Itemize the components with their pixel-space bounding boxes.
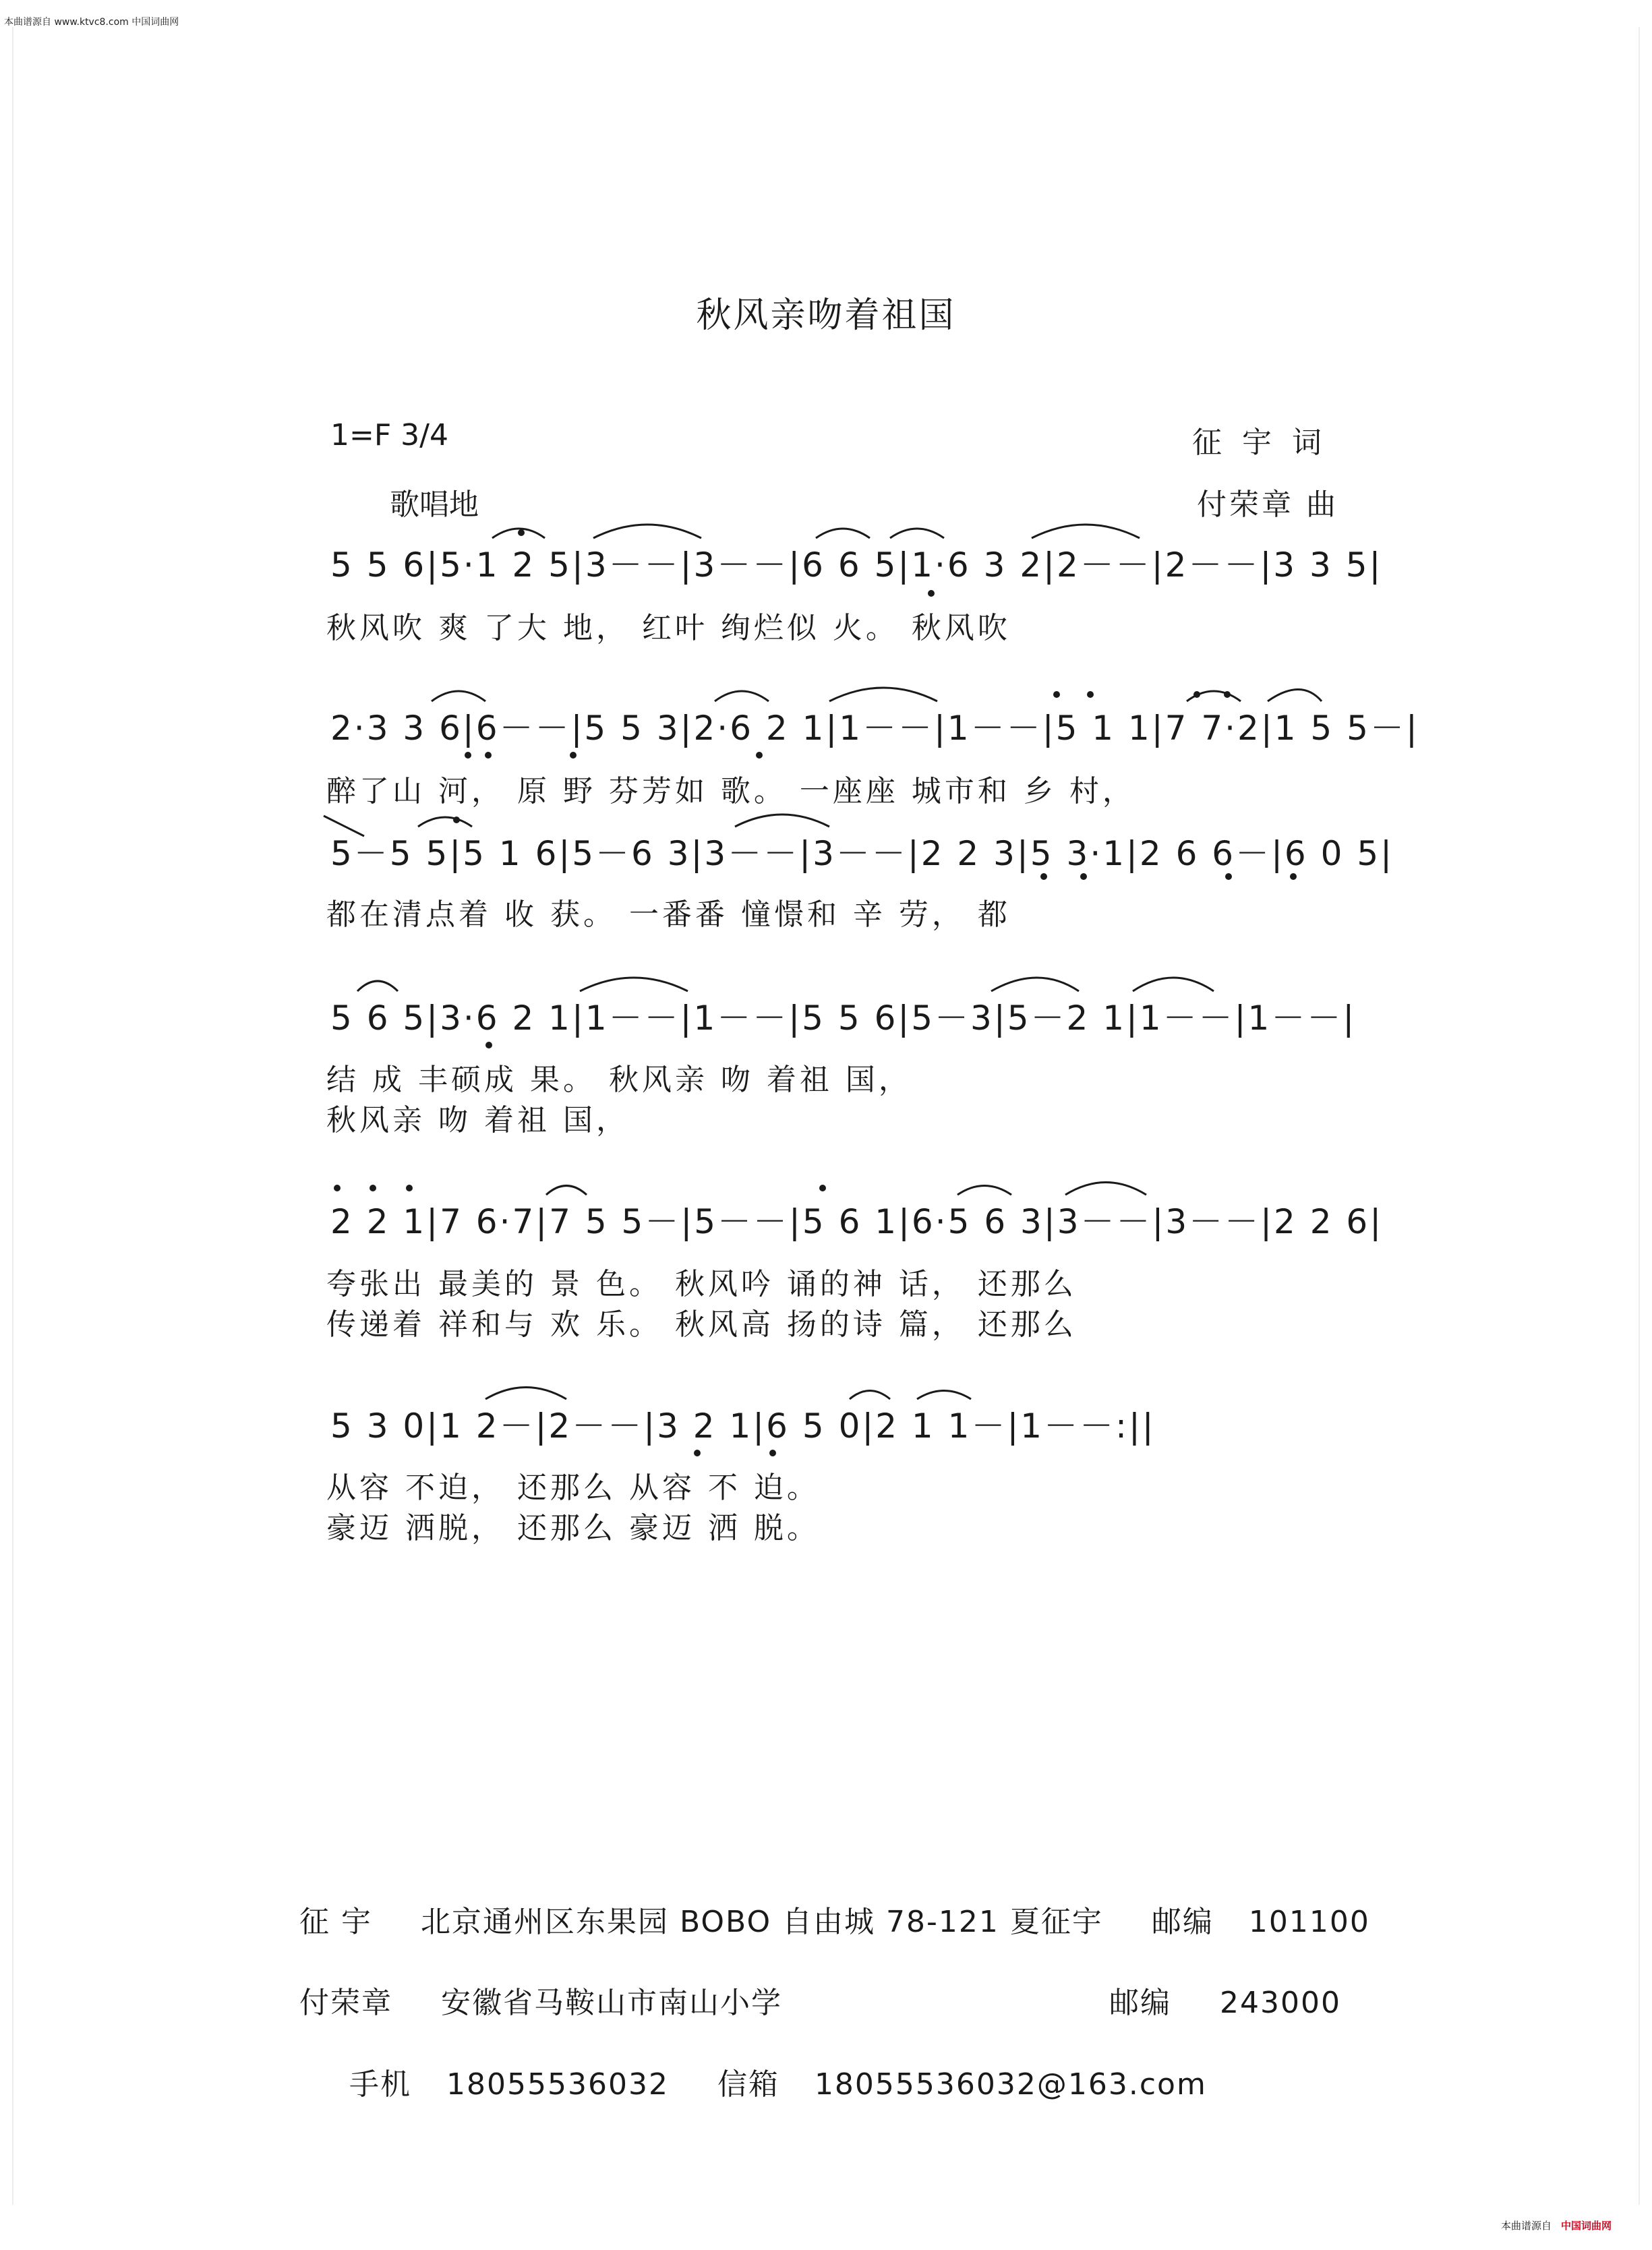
score-line-3-lyrics: 都在清点着 收 获。 一番番 憧憬和 辛 劳， 都 [326,897,1011,932]
contact-1-postcode-label: 邮编 [1151,1905,1214,1939]
contact-1-name: 征 宇 [299,1905,372,1939]
score-line-6-notes: 5 3 0|1 2－|2－－|3 2 1|6 5 0|2 1 1－|1－－:|| [330,1407,1156,1446]
score-line-3-notes: 5－5 5|5 1 6|5－6 3|3－－|3－－|2 2 3|5 3·1|2 6 6－|6 0 5| [330,834,1394,873]
score-line-4-lyrics-verse-2: 秋风亲 吻 着祖 国， [326,1103,629,1137]
email-label: 信箱 [717,2067,779,2102]
score-line-1-notes: 5 5 6|5·1 2 5|3－－|3－－|6 6 5|1·6 3 2|2－－|2－－|3 3 5| [330,545,1383,585]
song-title: 秋风亲吻着祖国 [696,295,956,336]
composer-credit: 付荣章 曲 [1197,487,1338,522]
score-line-5-notes: 2 2 1|7 6·7|7 5 5－|5－－|5 6 1|6·5 6 3|3－－|3－－|2 2 6| [330,1202,1384,1241]
contact-1-address: 北京通州区东果园 BOBO 自由城 78-121 夏征宇 [421,1905,1103,1939]
score-line-6-lyrics-verse-1: 从容 不迫， 还那么 从容 不 迫。 [326,1471,820,1505]
score-line-2-lyrics: 醉了山 河， 原 野 芬芳如 歌。 一座座 城市和 乡 村， [326,774,1135,808]
source-watermark-bottom [1501,2218,1612,2232]
key-signature: 1=F 3/4 [330,418,448,452]
source-watermark-top: 本曲谱源自 www.ktvc8.com 中国词曲网 [4,17,179,28]
source-watermark-brand: 中国词曲网 [1560,2220,1612,2232]
score-line-4-notes: 5 6 5|3·6 2 1|1－－|1－－|5 5 6|5－3|5－2 1|1－－|1－－| [330,999,1357,1038]
slur-arcs [324,525,1322,1399]
expression-mark: 歌唱地 [390,487,479,522]
contact-2-address: 安徽省马鞍山市南山小学 [441,1986,782,2020]
source-watermark-bottom-label: 本曲谱源自 [1500,2220,1552,2232]
score-line-6-lyrics-verse-2: 豪迈 洒脱， 还那么 豪迈 洒 脱。 [326,1511,820,1545]
contact-1-postcode: 101100 [1248,1905,1370,1939]
lyricist-credit: 征 宇 词 [1192,425,1327,460]
contact-2-postcode-label: 邮编 [1109,1986,1171,2020]
email-address: 18055536032@163.com [814,2067,1207,2102]
contact-2-postcode: 243000 [1220,1986,1341,2020]
octave-dots [334,529,1297,1456]
phone-label: 手机 [349,2067,411,2102]
score-line-2-notes: 2·3 3 6|6－－|5 5 3|2·6 2 1|1－－|1－－|5 1 1|7 7·2|1 5 5－| [330,709,1419,748]
contact-2-name: 付荣章 [299,1986,392,2020]
phone-number: 18055536032 [446,2067,669,2102]
score-line-5-lyrics-verse-2: 传递着 祥和与 欢 乐。 秋风高 扬的诗 篇， 还那么 [326,1307,1077,1342]
score-line-1-lyrics: 秋风吹 爽 了大 地， 红叶 绚烂似 火。 秋风吹 [326,611,1011,645]
score-line-4-lyrics-verse-1: 结 成 丰硕成 果。 秋风亲 吻 着祖 国， [326,1063,912,1097]
score-line-5-lyrics-verse-1: 夸张出 最美的 景 色。 秋风吟 诵的神 话， 还那么 [326,1267,1077,1301]
